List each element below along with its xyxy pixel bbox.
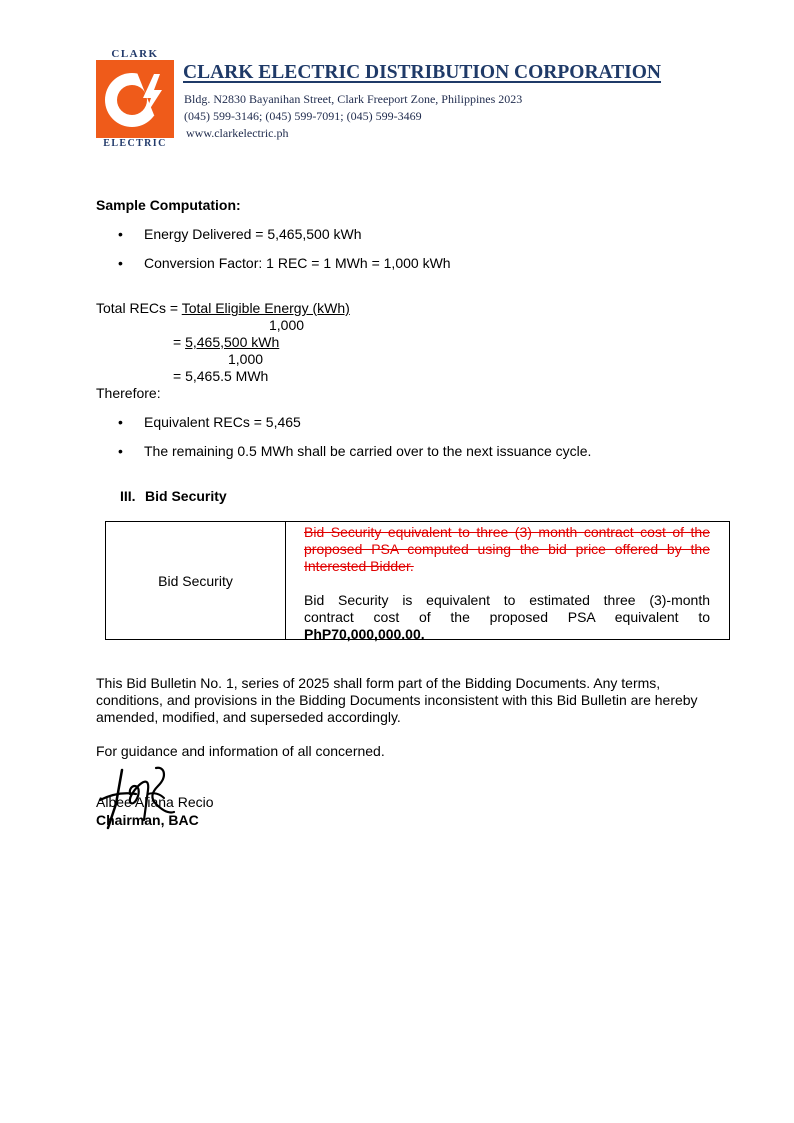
struck-text-line: Bid Security equivalent to three (3) month contract cost of the (304, 524, 710, 540)
computation-heading: Sample Computation: (96, 197, 241, 213)
lightning-c-icon (96, 60, 174, 138)
company-name: CLARK ELECTRIC DISTRIBUTION CORPORATION (183, 62, 662, 83)
bullet-equivalent-recs: Equivalent RECs = 5,465 (144, 414, 301, 430)
step2-prefix: = (173, 334, 186, 350)
formula-label: Total RECs = (96, 300, 182, 316)
bullet-remaining: The remaining 0.5 MWh shall be carried over to the next issuance cycle. (144, 443, 592, 459)
table-label-cell (106, 522, 285, 639)
formula-numerator: Total Eligible Energy (kWh) (181, 300, 350, 316)
therefore-label: Therefore: (96, 385, 161, 401)
bullet-icon: • (118, 443, 123, 459)
formula-denominator: 1,000 (269, 317, 305, 333)
signatory-title: Chairman, BAC (96, 812, 199, 828)
step2-denominator: 1,000 (228, 351, 264, 367)
table-divider (285, 522, 286, 639)
step2-numerator: 5,465,500 kWh (185, 334, 280, 350)
struck-text-line: Interested Bidder. (304, 558, 414, 574)
bid-security-table (105, 521, 730, 640)
closing-paragraph: This Bid Bulletin No. 1, series of 2025 shall form part of the Bidding Documents. Any terms, conditions, and provisions in the Bidding Documents inconsistent with this Bid Bulletin are hereby amended, modified, and superseded accordingly. (96, 675, 698, 725)
signatory-name: Albee Aliana Recio (96, 794, 214, 810)
amended-text-line: contract cost of the proposed PSA equivalent to (304, 609, 710, 625)
company-address: Bldg. N2830 Bayanihan Street, Clark Freeport Zone, Philippines 2023 (184, 92, 523, 106)
table-label: Bid Security (158, 572, 233, 589)
bullet-icon: • (118, 255, 123, 271)
table-content-cell (304, 524, 710, 643)
company-phones: (045) 599-3146; (045) 599-7091; (045) 599-3469 (184, 109, 422, 123)
guidance-text: For guidance and information of all concerned. (96, 743, 385, 759)
bullet-icon: • (118, 414, 123, 430)
section-number: III. (120, 488, 136, 504)
logo-top-text: CLARK (111, 48, 159, 60)
logo-bottom-text: ELECTRIC (103, 138, 167, 149)
struck-text-line: proposed PSA computed using the bid price offered by the (304, 541, 710, 557)
step2-line (173, 334, 279, 351)
amended-text-line: Bid Security is equivalent to estimated three (3)-month (304, 592, 710, 608)
formula-line (96, 300, 350, 317)
bullet-energy-delivered: Energy Delivered = 5,465,500 kWh (144, 226, 362, 242)
company-website[interactable]: www.clarkelectric.ph (186, 126, 289, 140)
bid-security-amount: PhP70,000,000.00. (304, 626, 425, 642)
step3-result: = 5,465.5 MWh (173, 368, 269, 384)
section-title: Bid Security (145, 488, 227, 504)
bullet-icon: • (118, 226, 123, 242)
bullet-conversion-factor: Conversion Factor: 1 REC = 1 MWh = 1,000 kWh (144, 255, 451, 271)
company-logo (96, 60, 174, 138)
